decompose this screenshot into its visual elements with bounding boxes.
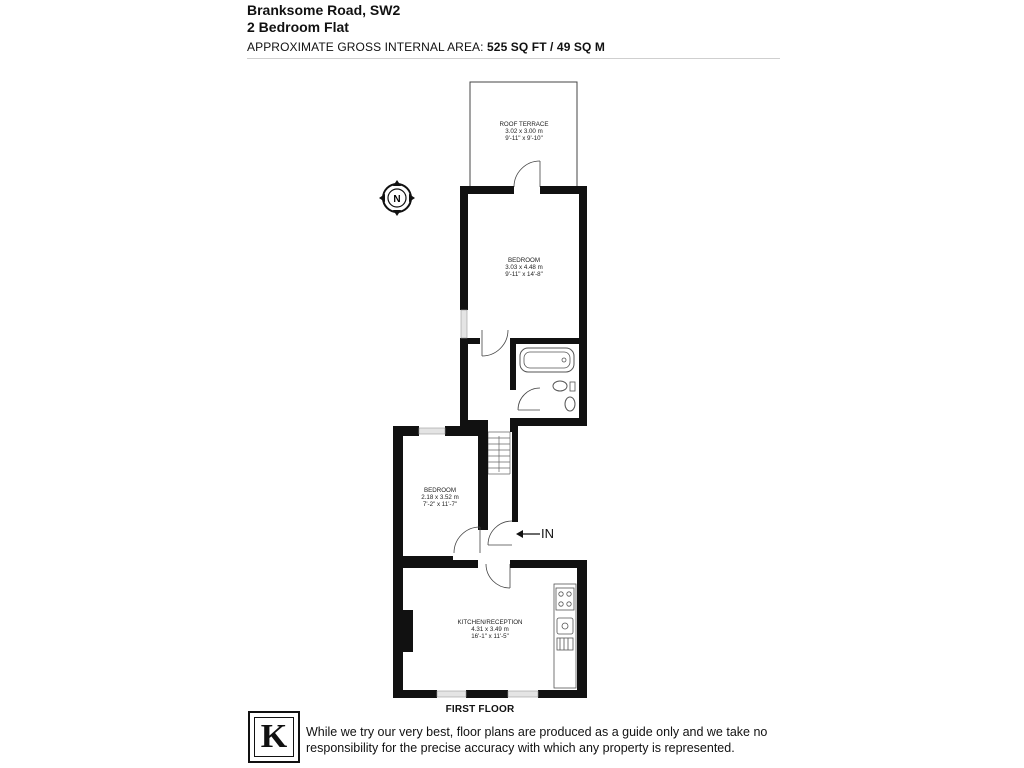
agency-logo (248, 711, 300, 763)
compass-north-icon (379, 180, 415, 216)
sink-icon (557, 618, 573, 634)
roof-terrace-name: ROOF TERRACE (499, 121, 549, 128)
bedroom-lower-label (421, 487, 459, 508)
bedroom-upper-label (505, 257, 543, 278)
toilet-icon (553, 381, 567, 391)
bedroom-upper-metric: 3.03 x 4.48 m (505, 264, 543, 271)
hallway-doors (454, 521, 512, 588)
drainer-icon (557, 638, 573, 650)
upper-bedroom-window (461, 310, 467, 338)
gross-area-label: APPROXIMATE GROSS INTERNAL AREA: (247, 40, 484, 54)
bedroom-lower-metric: 2.18 x 3.52 m (421, 494, 459, 501)
kitchen-reception-label (458, 619, 523, 640)
bedroom-lower-name: BEDROOM (424, 487, 456, 494)
property-type: 2 Bedroom Flat (247, 19, 349, 35)
property-address: Branksome Road, SW2 (247, 2, 401, 18)
roof-terrace (470, 82, 577, 188)
hob-icon (556, 588, 574, 610)
disclaimer-text: While we try our very best, floor plans are produced as a guide only and we take no responsibility for the precise accuracy with which any property is represented. (306, 725, 768, 755)
basin-icon (565, 397, 575, 411)
kitchen-reception-imperial: 16'-1" x 11'-5" (471, 633, 509, 640)
entrance-arrow-icon (516, 530, 540, 538)
roof-terrace-metric: 3.02 x 3.00 m (505, 128, 543, 135)
kitchen-counter (554, 584, 576, 688)
roof-terrace-imperial: 9'-11" x 9'-10" (505, 135, 543, 142)
bedroom-upper-imperial: 9'-11" x 14'-8" (505, 271, 543, 278)
kitchen-window-left (437, 691, 466, 697)
gross-area-value: 525 SQ FT / 49 SQ M (487, 40, 605, 54)
corridor-wall (512, 426, 518, 522)
staircase (488, 432, 510, 474)
bedroom-lower-imperial: 7'-2" x 11'-7" (422, 501, 458, 508)
bathroom (518, 348, 575, 411)
bedroom-upper-name: BEDROOM (508, 257, 540, 264)
agency-logo-letter: K (254, 717, 294, 757)
kitchen-window-right (508, 691, 538, 697)
compass-letter: N (393, 194, 401, 205)
kitchen-reception-metric: 4.31 x 3.49 m (471, 626, 509, 633)
entrance-label: IN (541, 526, 554, 541)
upper-bedroom-door (482, 330, 508, 356)
floor-label: FIRST FLOOR (445, 704, 515, 715)
lower-bedroom-window (419, 428, 445, 434)
kitchen-reception-name: KITCHEN/RECEPTION (457, 619, 523, 626)
terrace-door (514, 161, 540, 187)
